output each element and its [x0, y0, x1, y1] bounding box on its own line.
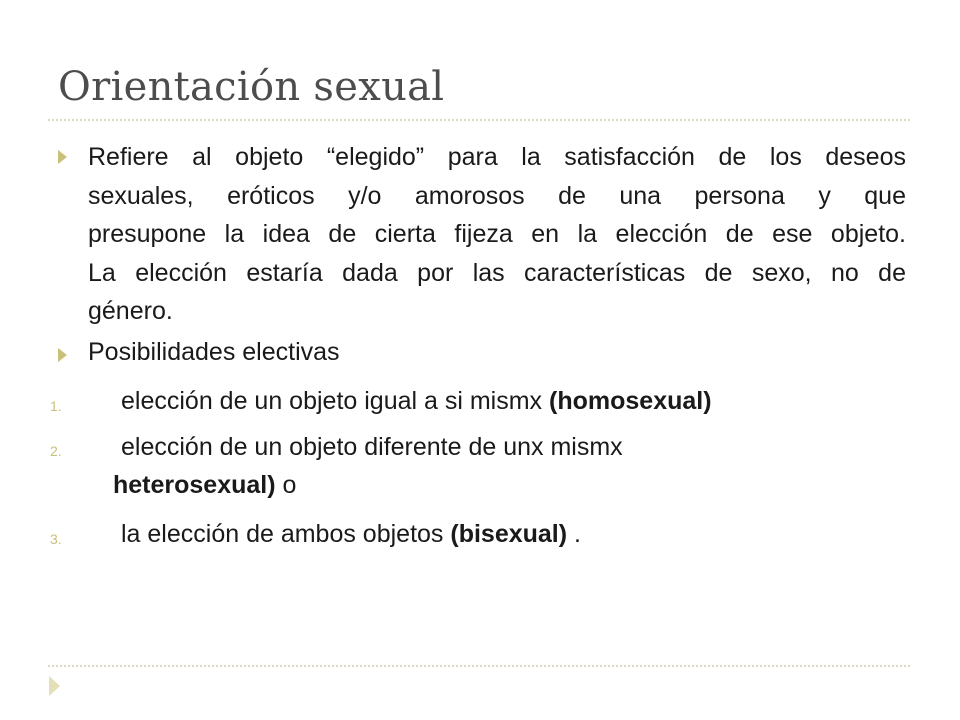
bullet-arrow-icon [58, 348, 67, 362]
list-item-bold-term: (bisexual) [450, 520, 568, 548]
paragraph-line: género. [88, 297, 173, 325]
list-item-bisexual [121, 520, 581, 549]
list-item-tail: o [275, 471, 297, 499]
list-number: 1. [50, 398, 62, 414]
paragraph-line: presupone la idea de cierta fijeza en la elección de ese objeto. [88, 220, 906, 248]
list-item-text: la elección de ambos objetos [121, 520, 451, 548]
list-item-homosexual [121, 387, 712, 416]
title-divider [48, 119, 910, 121]
list-item-continuation [113, 471, 296, 500]
footer-divider [48, 665, 910, 667]
slide-title: Orientación sexual [58, 64, 445, 110]
list-item-text: elección de un objeto igual a si mismx [121, 387, 550, 415]
list-number: 2. [50, 443, 62, 459]
bullet-arrow-icon [58, 150, 67, 164]
bullet-posibilidades: Posibilidades electivas [88, 338, 340, 366]
list-item-tail: . [567, 520, 581, 548]
list-item-heterosexual: elección de un objeto diferente de unx mismx [121, 433, 623, 461]
bullet-paragraph-definition [88, 138, 906, 331]
list-item-bold-term: heterosexual) [113, 471, 276, 499]
paragraph-line: Refiere al objeto “elegido” para la satisfacción de los deseos [88, 143, 906, 171]
list-number: 3. [50, 531, 62, 547]
paragraph-line: sexuales, eróticos y/o amorosos de una persona y que [88, 181, 906, 210]
list-item-bold-term: (homosexual) [549, 387, 712, 415]
paragraph-line: La elección estaría dada por las características de sexo, no de [88, 258, 906, 287]
corner-arrow-icon [49, 676, 60, 696]
